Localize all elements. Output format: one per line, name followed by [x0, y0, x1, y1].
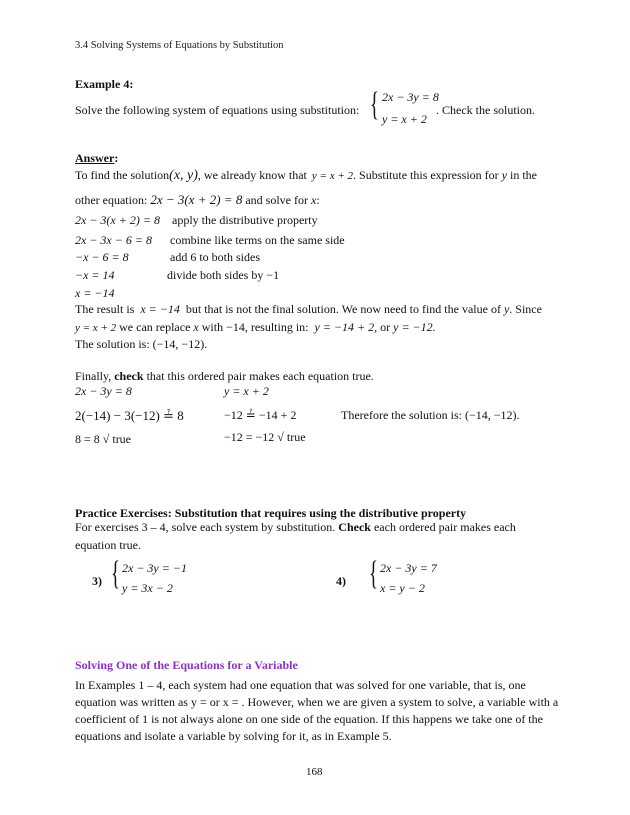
exercise-3-eq1: 2x − 3y = −1 — [122, 561, 187, 575]
exercise-3-number: 3) — [92, 574, 102, 588]
exercise-3-eq2: y = 3x − 2 — [122, 581, 173, 595]
step-4-equation: −x = 14 — [75, 268, 115, 282]
since-line: y = x + 2 we can replace x with −14, resulting in: y = −14 + 2, or y = −12. — [75, 320, 436, 334]
step-2-equation: 2x − 3x − 6 = 8 — [75, 233, 152, 247]
exercise-4-eq2: x = y − 2 — [380, 581, 425, 595]
answer-line-1: To find the solution(x, y), we already know that y = x + 2. Substitute this expression for y in the — [75, 168, 538, 183]
step-5-equation: x = −14 — [75, 286, 115, 300]
step-3-note: add 6 to both sides — [170, 250, 260, 264]
example-check-text: . Check the solution. — [436, 103, 535, 117]
page-number: 168 — [306, 766, 323, 778]
exercise-3-brace: { — [111, 555, 120, 592]
practice-title: Practice Exercises: Substitution that requires using the distributive property — [75, 506, 467, 520]
step-1-equation: 2x − 3(x + 2) = 8 — [75, 213, 160, 227]
check-left-3: 8 = 8 √ true — [75, 432, 132, 446]
substituted-equation: 2x − 3(x + 2) = 8 — [150, 192, 243, 207]
example-eq1: 2x − 3y = 8 — [382, 90, 439, 104]
therefore-line: Therefore the solution is: (−14, −12). — [341, 408, 520, 422]
check-right-3: −12 = −12 √ true — [224, 430, 306, 444]
section-paragraph: In Examples 1 – 4, each system had one equation that was solved for one variable, that is, one equation was written as y = or x = . However, when we are given a system to solve, a variable with a coefficient of 1 is not always alone on one side of the equation. If this happens we take one of the equations and isolate a variable by solving for it, as in Example 5. — [75, 678, 559, 743]
exercise-4-eq1: 2x − 3y = 7 — [380, 561, 437, 575]
answer-label: Answer: — [75, 151, 119, 165]
example-title: Example 4: — [75, 77, 134, 91]
step-2-note: combine like terms on the same side — [170, 233, 345, 247]
check-left-1: 2x − 3y = 8 — [75, 384, 132, 398]
example-prompt: Solve the following system of equations using substitution: — [75, 103, 360, 117]
example-eq2: y = x + 2 — [382, 112, 427, 126]
solution-pair: (x, y) — [169, 168, 198, 183]
section-title: Solving One of the Equations for a Variable — [75, 658, 298, 672]
system-brace: { — [370, 86, 379, 123]
step-1-note: apply the distributive property — [172, 213, 318, 227]
step-3-equation: −x − 6 = 8 — [75, 250, 129, 264]
answer-line-2: other equation: 2x − 3(x + 2) = 8 and solve for x: — [75, 192, 320, 207]
running-header: 3.4 Solving Systems of Equations by Substitution — [75, 40, 284, 51]
known-expression: y = x + 2 — [311, 170, 354, 182]
practice-line-1: For exercises 3 – 4, solve each system by substitution. Check each ordered pair makes each — [75, 520, 516, 534]
step-4-note: divide both sides by −1 — [167, 268, 280, 282]
result-line: The result is x = −14 but that is not the final solution. We now need to find the value of y. Since — [75, 302, 542, 316]
exercise-4-number: 4) — [336, 574, 346, 588]
check-left-2: 2(−14) − 3(−12) ≟ 8 — [75, 408, 184, 423]
check-intro: Finally, check that this ordered pair makes each equation true. — [75, 369, 374, 383]
solution-line: The solution is: (−14, −12). — [75, 337, 208, 351]
check-right-1: y = x + 2 — [224, 384, 269, 398]
exercise-4-brace: { — [369, 555, 378, 592]
check-right-2: −12 ≟ −14 + 2 — [224, 408, 297, 422]
practice-line-2: equation true. — [75, 538, 141, 552]
